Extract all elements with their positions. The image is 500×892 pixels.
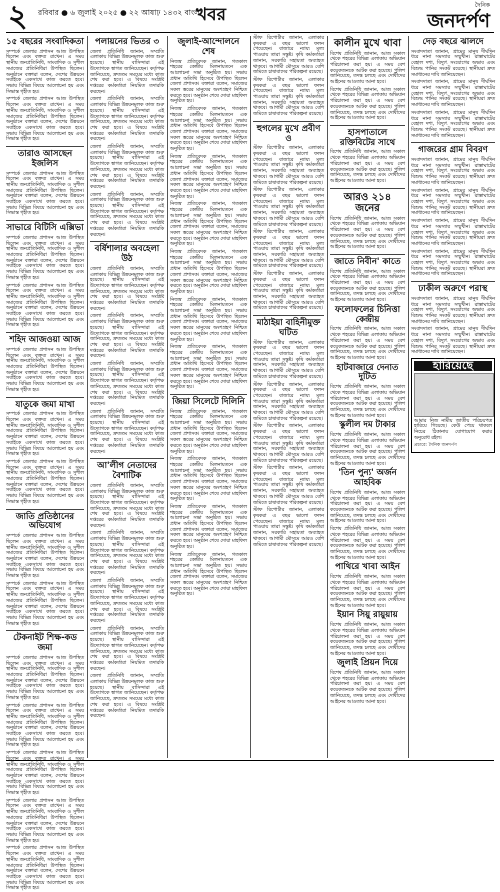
headline: জুলাই প্রিয়ন দিয়ে	[337, 658, 398, 669]
article-text: নিজস্ব প্রতিবেদক জানান, গতকাল শহরের কেন্দ্রীয় মিলনায়তনে এক আলোচনা সভা অনুষ্ঠিত হয়। সভায় প্রধান অতিথি হিসেবে উপস্থিত ছিলেন জেলা প্রশাসক। বক্তারা বলেন, সমাজের সকল স্তরের মানুষের অংশগ্রহণ নিশ্চিত করতে হবে। অনুষ্ঠান শেষে দোয়া মাহফিল অনুষ্ঠিত হয়।	[170, 250, 247, 295]
column-divider	[87, 36, 88, 758]
article-text: সম্পর্কে জেলার প্রশাসন আজ উপস্থিত ছিলেন এবং বক্তব্য রাখেন। এ সময় স্থানীয় জনপ্রতিনিধি, সাংবাদিক ও সুশীল সমাজের প্রতিনিধিরা উপস্থিত ছিলেন। অনুষ্ঠানে বক্তারা বলেন, দেশের উন্নয়নে সবাইকে একসাথে কাজ করতে হবে। সভায় বিভিন্ন বিষয়ে আলোচনা হয় এবং সিদ্ধান্ত গৃহীত হয়।	[6, 412, 84, 458]
headline: 'তিন পুন্য' অর্জন আহবিক	[338, 468, 397, 489]
column-divider	[327, 36, 328, 758]
article-text: বিশেষ প্রতিনিধি জানান, আজ সকাল থেকে শহরের বিভিন্ন এলাকায় অভিযান পরিচালনা করা হয়। এ সময় বেশ কয়েকজনকে আটক করা হয়েছে। পুলিশ জানিয়েছে, তদন্ত চলছে এবং দোষীদের আইনের আওতায় আনা হবে।	[330, 385, 405, 419]
article-text: সম্পর্কে জেলার প্রশাসন আজ উপস্থিত ছিলেন এবং বক্তব্য রাখেন। এ সময় স্থানীয় জনপ্রতিনিধি, সাংবাদিক ও সুশীল সমাজের প্রতিনিধিরা উপস্থিত ছিলেন। অনুষ্ঠানে বক্তারা বলেন, দেশের উন্নয়নে সবাইকে একসাথে কাজ করতে হবে। সভায় বিভিন্ন বিষয়ে আলোচনা হয় এবং সিদ্ধান্ত গৃহীত হয়।	[6, 49, 84, 95]
article-text: সম্পর্কে জেলার প্রশাসন আজ উপস্থিত ছিলেন এবং বক্তব্য রাখেন। এ সময় স্থানীয় জনপ্রতিনিধি, সাংবাদিক ও সুশীল সমাজের প্রতিনিধিরা উপস্থিত ছিলেন। অনুষ্ঠানে বক্তারা বলেন, দেশের উন্নয়নে সবাইকে একসাথে কাজ করতে হবে। সভায় বিভিন্ন বিষয়ে আলোচনা হয় এবং সিদ্ধান্ত গৃহীত হয়।	[6, 347, 84, 393]
article-text: স্টাফ রিপোর্টার জানান, এলাকার কৃষকরা এ বছর ভালো ফলন পেয়েছেন। বাজারে ন্যায্য মূল্য পাওয়ায় তারা সন্তুষ্ট। কৃষি কর্মকর্তারা জানান, সরকারি সহায়তা অব্যাহত থাকবে। আগামী মৌসুমে আরও বেশি জমিতে চাষাবাদের পরিকল্পনা রয়েছে।	[253, 424, 324, 464]
article-text: জেলা প্রতিনিধি জানান, সম্প্রতি এলাকায় বিভিন্ন উন্নয়নমূলক কাজ শুরু হয়েছে। স্থানীয় বাসিন্দারা এই উদ্যোগকে স্বাগত জানিয়েছেন। কর্তৃপক্ষ জানিয়েছে, দ্রুততম সময়ের মধ্যে কাজ শেষ করা হবে। এ বিষয়ে সংশ্লিষ্ট দপ্তরের কর্মকর্তারা নিয়মিত তদারকি করছেন।	[90, 49, 164, 95]
headline: হাসপাতালে রক্তিবিটের সাথে	[339, 127, 396, 148]
article-text: নিজস্ব প্রতিবেদক জানান, গতকাল শহরের কেন্দ্রীয় মিলনায়তনে এক আলোচনা সভা অনুষ্ঠিত হয়। সভায় প্রধান অতিথি হিসেবে উপস্থিত ছিলেন জেলা প্রশাসক। বক্তারা বলেন, সমাজের সকল স্তরের মানুষের অংশগ্রহণ নিশ্চিত করতে হবে। অনুষ্ঠান শেষে দোয়া মাহফিল অনুষ্ঠিত হয়।	[170, 59, 247, 105]
article-text: স্টাফ রিপোর্টার জানান, এলাকার কৃষকরা এ বছর ভালো ফলন পেয়েছেন। বাজারে ন্যায্য মূল্য পাওয়ায় তারা সন্তুষ্ট। কৃষি কর্মকর্তারা জানান, সরকারি সহায়তা অব্যাহত থাকবে। আগামী মৌসুমে আরও বেশি জমিতে চাষাবাদের পরিকল্পনা রয়েছে।	[253, 272, 324, 312]
article-text: স্টাফ রিপোর্টার জানান, এলাকার কৃষকরা এ বছর ভালো ফলন পেয়েছেন। বাজারে ন্যায্য মূল্য পাওয়ায় তারা সন্তুষ্ট। কৃষি কর্মকর্তারা জানান, সরকারি সহায়তা অব্যাহত থাকবে। আগামী মৌসুমে আরও বেশি জমিতে চাষাবাদের পরিকল্পনা রয়েছে।	[253, 188, 324, 228]
column-4	[253, 36, 324, 758]
divider	[253, 121, 324, 122]
article-text: সম্পর্কে জেলার প্রশাসন আজ উপস্থিত ছিলেন এবং বক্তব্য রাখেন। এ সময় স্থানীয় জনপ্রতিনিধি, সাংবাদিক ও সুশীল সমাজের প্রতিনিধিরা উপস্থিত ছিলেন। অনুষ্ঠানে বক্তারা বলেন, দেশের উন্নয়নে সবাইকে একসাথে কাজ করতে হবে। সভায় বিভিন্ন বিষয়ে আলোচনা হয় এবং সিদ্ধান্ত গৃহীত হয়।	[6, 655, 84, 701]
article-text: সংবাদদাতা জানান, গ্রামের মানুষ দীর্ঘদিন ধরে নানা সমস্যার সম্মুখীন। রাস্তাঘাটের বেহাল দশা, বিদ্যুৎ সংযোগের অভাব এবং বিশুদ্ধ পানির সংকট রয়েছে। স্থানীয়রা দ্রুত সমাধানের দাবি জানিয়েছেন।	[411, 49, 495, 78]
article-text: বিশেষ প্রতিনিধি জানান, আজ সকাল থেকে শহরের বিভিন্ন এলাকায় অভিযান পরিচালনা করা হয়। এ সময় বেশ কয়েকজনকে আটক করা হয়েছে। পুলিশ জানিয়েছে, তদন্ত চলছে এবং দোষীদের আইনের আওতায় আনা হবে।	[330, 51, 405, 86]
article-text: বিশেষ প্রতিনিধি জানান, আজ সকাল থেকে শহরের বিভিন্ন এলাকায় অভিযান পরিচালনা করা হয়। এ সময় বেশ কয়েকজনকে আটক করা হয়েছে। পুলিশ জানিয়েছে, তদন্ত চলছে এবং দোষীদের আইনের আওতায় আনা হবে।	[330, 527, 405, 561]
article-text: বিশেষ প্রতিনিধি জানান, আজ সকাল থেকে শহরের বিভিন্ন এলাকায় অভিযান পরিচালনা করা হয়। এ সময় বেশ কয়েকজনকে আটক করা হয়েছে। পুলিশ জানিয়েছে, তদন্ত চলছে এবং দোষীদের আইনের আওতায় আনা হবে।	[330, 269, 405, 304]
article-text: সম্পর্কে জেলার প্রশাসন আজ উপস্থিত ছিলেন এবং বক্তব্য রাখেন। এ সময় স্থানীয় জনপ্রতিনিধি, সাংবাদিক ও সুশীল সমাজের প্রতিনিধিরা উপস্থিত ছিলেন। অনুষ্ঠানে বক্তারা বলেন, দেশের উন্নয়নে সবাইকে একসাথে কাজ করতে হবে। সভায় বিভিন্ন বিষয়ে আলোচনা হয় এবং সিদ্ধান্ত গৃহীত হয়।	[6, 283, 84, 329]
headline: জিয়া সিলেটে দিলিনি	[172, 396, 245, 407]
divider	[330, 188, 405, 189]
article-text: সম্পর্কে জেলার প্রশাসন আজ উপস্থিত ছিলেন এবং বক্তব্য রাখেন। এ সময় স্থানীয় জনপ্রতিনিধি, সাংবাদিক ও সুশীল সমাজের প্রতিনিধিরা উপস্থিত ছিলেন। অনুষ্ঠানে বক্তারা বলেন, দেশের উন্নয়নে সবাইকে একসাথে কাজ করতে হবে। সভায় বিভিন্ন বিষয়ে আলোচনা হয় এবং সিদ্ধান্ত গৃহীত হয়।	[6, 703, 84, 749]
article-text: স্টাফ রিপোর্টার জানান, এলাকার কৃষকরা এ বছর ভালো ফলন পেয়েছেন। বাজারে ন্যায্য মূল্য পাওয়ায় তারা সন্তুষ্ট। কৃষি কর্মকর্তারা জানান, সরকারি সহায়তা অব্যাহত থাকবে। আগামী মৌসুমে আরও বেশি জমিতে চাষাবাদের পরিকল্পনা রয়েছে।	[253, 340, 324, 380]
article-text: স্টাফ রিপোর্টার জানান, এলাকার কৃষকরা এ বছর ভালো ফলন পেয়েছেন। বাজারে ন্যায্য মূল্য পাওয়ায় তারা সন্তুষ্ট। কৃষি কর্মকর্তারা জানান, সরকারি সহায়তা অব্যাহত থাকবে। আগামী মৌসুমে আরও বেশি জমিতে চাষাবাদের পরিকল্পনা রয়েছে।	[253, 382, 324, 422]
divider	[6, 146, 84, 147]
article-text: বিশেষ প্রতিনিধি জানান, আজ সকাল থেকে শহরের বিভিন্ন এলাকায় অভিযান পরিচালনা করা হয়। এ সময় বেশ কয়েকজনকে আটক করা হয়েছে। পুলিশ জানিয়েছে, তদন্ত চলছে এবং দোষীদের আইনের আওতায় আনা হবে।	[330, 490, 405, 525]
headline: পাথিরে খাবা আইন	[335, 562, 400, 573]
article-text: জেলা প্রতিনিধি জানান, সম্প্রতি এলাকায় বিভিন্ন উন্নয়নমূলক কাজ শুরু হয়েছে। স্থানীয় বাসিন্দারা এই উদ্যোগকে স্বাগত জানিয়েছেন। কর্তৃপক্ষ জানিয়েছে, দ্রুততম সময়ের মধ্যে কাজ শেষ করা হবে। এ বিষয়ে সংশ্লিষ্ট দপ্তরের কর্মকর্তারা নিয়মিত তদারকি করছেন।	[90, 483, 164, 529]
headline: ঢাকীল অরুণে পরাস্থ	[418, 284, 488, 295]
headline: হাটবাজারে দেনাত দুটিত	[336, 362, 399, 383]
article-text: সম্পর্কে জেলার প্রশাসন আজ উপস্থিত ছিলেন এবং বক্তব্য রাখেন। এ সময় স্থানীয় জনপ্রতিনিধি, সাংবাদিক ও সুশীল সমাজের প্রতিনিধিরা উপস্থিত ছিলেন। অনুষ্ঠানে বক্তারা বলেন, দেশের উন্নয়নে সবাইকে একসাথে কাজ করতে হবে। সভায় বিভিন্ন বিষয়ে আলোচনা হয় এবং সিদ্ধান্ত গৃহীত হয়।	[6, 798, 84, 844]
headline: ফলোফলের চিনিত্তা কেন্দ্রীয়	[334, 304, 401, 325]
article-text: বিশেষ প্রতিনিধি জানান, আজ সকাল থেকে শহরের বিভিন্ন এলাকায় অভিযান পরিচালনা করা হয়। এ সময় বেশ কয়েকজনকে আটক করা হয়েছে। পুলিশ জানিয়েছে, তদন্ত চলছে এবং দোষীদের আইনের আওতায় আনা হবে।	[330, 433, 405, 467]
divider	[330, 125, 405, 126]
column-1	[6, 36, 84, 892]
lost-notice-footer: প্রচারে: দৈনিক জনদর্পণ	[414, 443, 457, 449]
section-title: খবর	[196, 5, 226, 25]
divider	[90, 241, 164, 242]
column-3	[170, 36, 247, 758]
headline: বর্ষিশালার অবহেলা উঠ	[94, 244, 160, 265]
divider	[6, 332, 84, 333]
logo-prefix: দৈনিক	[474, 2, 490, 9]
headline: টেকনাইট শিক্ষ-কড জমা	[13, 633, 77, 654]
article-text: নিজস্ব প্রতিবেদক জানান, গতকাল শহরের কেন্দ্রীয় মিলনায়তনে এক আলোচনা সভা অনুষ্ঠিত হয়। সভায় প্রধান অতিথি হিসেবে উপস্থিত ছিলেন জেলা প্রশাসক। বক্তারা বলেন, সমাজের সকল স্তরের মানুষের অংশগ্রহণ নিশ্চিত করতে হবে। অনুষ্ঠান শেষে দোয়া মাহফিল অনুষ্ঠিত হয়।	[170, 409, 247, 455]
column-divider	[167, 36, 168, 758]
column-2	[90, 36, 164, 758]
article-text: নিজস্ব প্রতিবেদক জানান, গতকাল শহরের কেন্দ্রীয় মিলনায়তনে এক আলোচনা সভা অনুষ্ঠিত হয়। সভায় প্রধান অতিথি হিসেবে উপস্থিত ছিলেন জেলা প্রশাসক। বক্তারা বলেন, সমাজের সকল স্তরের মানুষের অংশগ্রহণ নিশ্চিত করতে হবে। অনুষ্ঠান শেষে দোয়া মাহফিল অনুষ্ঠিত হয়।	[170, 107, 247, 153]
page-number: ২	[8, 0, 28, 34]
headline: আরও ২১৪ জনের	[343, 191, 392, 215]
article-text: সম্পর্কে জেলার প্রশাসন আজ উপস্থিত ছিলেন এবং বক্তব্য রাখেন। এ সময় স্থানীয় জনপ্রতিনিধি, সাংবাদিক ও সুশীল সমাজের প্রতিনিধিরা উপস্থিত ছিলেন। অনুষ্ঠানে বক্তারা বলেন, দেশের উন্নয়নে সবাইকে একসাথে কাজ করতে হবে। সভায় বিভিন্ন বিষয়ে আলোচনা হয় এবং সিদ্ধান্ত গৃহীত হয়।	[6, 846, 84, 892]
article-text: সম্পর্কে জেলার প্রশাসন আজ উপস্থিত ছিলেন এবং বক্তব্য রাখেন। এ সময় স্থানীয় জনপ্রতিনিধি, সাংবাদিক ও সুশীল সমাজের প্রতিনিধিরা উপস্থিত ছিলেন। অনুষ্ঠানে বক্তারা বলেন, দেশের উন্নয়নে সবাইকে একসাথে কাজ করতে হবে। সভায় বিভিন্ন বিষয়ে আলোচনা হয় এবং সিদ্ধান্ত গৃহীত হয়।	[6, 459, 84, 505]
article-text: জেলা প্রতিনিধি জানান, সম্প্রতি এলাকায় বিভিন্ন উন্নয়নমূলক কাজ শুরু হয়েছে। স্থানীয় বাসিন্দারা এই উদ্যোগকে স্বাগত জানিয়েছেন। কর্তৃপক্ষ জানিয়েছে, দ্রুততম সময়ের মধ্যে কাজ শেষ করা হবে। এ বিষয়ে সংশ্লিষ্ট দপ্তরের কর্মকর্তারা নিয়মিত তদারকি করছেন।	[90, 626, 164, 672]
article-text: বিশেষ প্রতিনিধি জানান, আজ সকাল থেকে শহরের বিভিন্ন এলাকায় অভিযান পরিচালনা করা হয়। এ সময় বেশ কয়েকজনকে আটক করা হয়েছে। পুলিশ জানিয়েছে, তদন্ত চলছে এবং দোষীদের আইনের আওতায় আনা হবে।	[330, 623, 405, 657]
article-text: জেলা প্রতিনিধি জানান, সম্প্রতি এলাকায় বিভিন্ন উন্নয়নমূলক কাজ শুরু হয়েছে। স্থানীয় বাসিন্দারা এই উদ্যোগকে স্বাগত জানিয়েছেন। কর্তৃপক্ষ জানিয়েছে, দ্রুততম সময়ের মধ্যে কাজ শেষ করা হবে। এ বিষয়ে সংশ্লিষ্ট দপ্তরের কর্মকর্তারা নিয়মিত তদারকি করছেন।	[90, 579, 164, 624]
article-text: বিশেষ প্রতিনিধি জানান, আজ সকাল থেকে শহরের বিভিন্ন এলাকায় অভিযান পরিচালনা করা হয়। এ সময় বেশ কয়েকজনকে আটক করা হয়েছে। পুলিশ জানিয়েছে, তদন্ত চলছে এবং দোষীদের আইনের আওতায় আনা হবে।	[330, 216, 405, 251]
article-text: স্টাফ রিপোর্টার জানান, এলাকার কৃষকরা এ বছর ভালো ফলন পেয়েছেন। বাজারে ন্যায্য মূল্য পাওয়ায় তারা সন্তুষ্ট। কৃষি কর্মকর্তারা জানান, সরকারি সহায়তা অব্যাহত থাকবে। আগামী মৌসুমে আরও বেশি জমিতে চাষাবাদের পরিকল্পনা রয়েছে।	[253, 77, 324, 118]
article-text: নিজস্ব প্রতিবেদক জানান, গতকাল শহরের কেন্দ্রীয় মিলনায়তনে এক আলোচনা সভা অনুষ্ঠিত হয়। সভায় প্রধান অতিথি হিসেবে উপস্থিত ছিলেন জেলা প্রশাসক। বক্তারা বলেন, সমাজের সকল স্তরের মানুষের অংশগ্রহণ নিশ্চিত করতে হবে। অনুষ্ঠান শেষে দোয়া মাহফিল অনুষ্ঠিত হয়।	[170, 297, 247, 343]
article-text: নিজস্ব প্রতিবেদক জানান, গতকাল শহরের কেন্দ্রীয় মিলনায়তনে এক আলোচনা সভা অনুষ্ঠিত হয়। সভায় প্রধান অতিথি হিসেবে উপস্থিত ছিলেন জেলা প্রশাসক। বক্তারা বলেন, সমাজের সকল স্তরের মানুষের অংশগ্রহণ নিশ্চিত করতে হবে। অনুষ্ঠান শেষে দোয়া মাহফিল অনুষ্ঠিত হয়।	[170, 552, 247, 598]
article-text: সংবাদদাতা জানান, গ্রামের মানুষ দীর্ঘদিন ধরে নানা সমস্যার সম্মুখীন। রাস্তাঘাটের বেহাল দশা, বিদ্যুৎ সংযোগের অভাব এবং বিশুদ্ধ পানির সংকট রয়েছে। স্থানীয়রা দ্রুত সমাধানের দাবি জানিয়েছেন।	[411, 296, 495, 325]
divider	[6, 220, 84, 221]
article-text: নিজস্ব প্রতিবেদক জানান, গতকাল শহরের কেন্দ্রীয় মিলনায়তনে এক আলোচনা সভা অনুষ্ঠিত হয়। সভায় প্রধান অতিথি হিসেবে উপস্থিত ছিলেন জেলা প্রশাসক। বক্তারা বলেন, সমাজের সকল স্তরের মানুষের অংশগ্রহণ নিশ্চিত করতে হবে। অনুষ্ঠান শেষে দোয়া মাহফিল অনুষ্ঠিত হয়।	[170, 457, 247, 503]
divider	[411, 281, 495, 282]
article-text: সংবাদদাতা জানান, গ্রামের মানুষ দীর্ঘদিন ধরে নানা সমস্যার সম্মুখীন। রাস্তাঘাটের বেহাল দশা, বিদ্যুৎ সংযোগের অভাব এবং বিশুদ্ধ পানির সংকট রয়েছে। স্থানীয়রা দ্রুত সমাধানের দাবি জানিয়েছেন।	[411, 80, 495, 109]
divider	[170, 394, 247, 395]
article-text: জেলা প্রতিনিধি জানান, সম্প্রতি এলাকায় বিভিন্ন উন্নয়নমূলক কাজ শুরু হয়েছে। স্থানীয় বাসিন্দারা এই উদ্যোগকে স্বাগত জানিয়েছেন। কর্তৃপক্ষ জানিয়েছে, দ্রুততম সময়ের মধ্যে কাজ শেষ করা হবে। এ বিষয়ে সংশ্লিষ্ট দপ্তরের কর্মকর্তারা নিয়মিত তদারকি করছেন।	[90, 145, 164, 190]
logo-name: জনদর্পণ	[427, 10, 490, 32]
article-text: সংবাদদাতা জানান, গ্রামের মানুষ দীর্ঘদিন ধরে নানা সমস্যার সম্মুখীন। রাস্তাঘাটের বেহাল দশা, বিদ্যুৎ সংযোগের অভাব এবং বিশুদ্ধ পানির সংকট রয়েছে। স্থানীয়রা দ্রুত সমাধানের দাবি জানিয়েছেন।	[411, 219, 495, 247]
article-text: বিশেষ প্রতিনিধি জানান, আজ সকাল থেকে শহরের বিভিন্ন এলাকায় অভিযান পরিচালনা করা হয়। এ সময় বেশ কয়েকজনকে আটক করা হয়েছে। পুলিশ জানিয়েছে, তদন্ত চলছে এবং দোষীদের আইনের আওতায় আনা হবে।	[330, 87, 405, 122]
article-text: জেলা প্রতিনিধি জানান, সম্প্রতি এলাকায় বিভিন্ন উন্নয়নমূলক কাজ শুরু হয়েছে। স্থানীয় বাসিন্দারা এই উদ্যোগকে স্বাগত জানিয়েছেন। কর্তৃপক্ষ জানিয়েছে, দ্রুততম সময়ের মধ্যে কাজ শেষ করা হবে। এ বিষয়ে সংশ্লিষ্ট দপ্তরের কর্মকর্তারা নিয়মিত তদারকি করছেন।	[90, 314, 164, 360]
article-text: নিজস্ব প্রতিবেদক জানান, গতকাল শহরের কেন্দ্রীয় মিলনায়তনে এক আলোচনা সভা অনুষ্ঠিত হয়। সভায় প্রধান অতিথি হিসেবে উপস্থিত ছিলেন জেলা প্রশাসক। বক্তারা বলেন, সমাজের সকল স্তরের মানুষের অংশগ্রহণ নিশ্চিত করতে হবে। অনুষ্ঠান শেষে দোয়া মাহফিল অনুষ্ঠিত হয়।	[170, 345, 247, 391]
article-text: সংবাদদাতা জানান, গ্রামের মানুষ দীর্ঘদিন ধরে নানা সমস্যার সম্মুখীন। রাস্তাঘাটের বেহাল দশা, বিদ্যুৎ সংযোগের অভাব এবং বিশুদ্ধ পানির সংকট রয়েছে। স্থানীয়রা দ্রুত সমাধানের দাবি জানিয়েছেন।	[411, 158, 495, 186]
article-text: স্টাফ রিপোর্টার জানান, এলাকার কৃষকরা এ বছর ভালো ফলন পেয়েছেন। বাজারে ন্যায্য মূল্য পাওয়ায় তারা সন্তুষ্ট। কৃষি কর্মকর্তারা জানান, সরকারি সহায়তা অব্যাহত থাকবে। আগামী মৌসুমে আরও বেশি জমিতে চাষাবাদের পরিকল্পনা রয়েছে।	[253, 230, 324, 270]
newspaper-logo	[427, 0, 490, 31]
article-text: জেলা প্রতিনিধি জানান, সম্প্রতি এলাকায় বিভিন্ন উন্নয়নমূলক কাজ শুরু হয়েছে। স্থানীয় বাসিন্দারা এই উদ্যোগকে স্বাগত জানিয়েছেন। কর্তৃপক্ষ জানিয়েছে, দ্রুততম সময়ের মধ্যে কাজ শেষ করা হবে। এ বিষয়ে সংশ্লিষ্ট দপ্তরের কর্মকর্তারা নিয়মিত তদারকি করছেন।	[90, 362, 164, 407]
notice-photo	[414, 373, 494, 417]
masthead-rule	[6, 32, 494, 33]
headline: ১৫ বছরের সংবাদিকতা	[6, 37, 84, 47]
article-text: নিজস্ব প্রতিবেদক জানান, গতকাল শহরের কেন্দ্রীয় মিলনায়তনে এক আলোচনা সভা অনুষ্ঠিত হয়। সভায় প্রধান অতিথি হিসেবে উপস্থিত ছিলেন জেলা প্রশাসক। বক্তারা বলেন, সমাজের সকল স্তরের মানুষের অংশগ্রহণ নিশ্চিত করতে হবে। অনুষ্ঠান শেষে দোয়া মাহফিল অনুষ্ঠিত হয়।	[170, 202, 247, 248]
divider	[253, 315, 324, 316]
divider	[6, 397, 84, 398]
article-text: স্টাফ রিপোর্টার জানান, এলাকার কৃষকরা এ বছর ভালো ফলন পেয়েছেন। বাজারে ন্যায্য মূল্য পাওয়ায় তারা সন্তুষ্ট। কৃষি কর্মকর্তারা জানান, সরকারি সহায়তা অব্যাহত থাকবে। আগামী মৌসুমে আরও বেশি জমিতে চাষাবাদের পরিকল্পনা রয়েছে।	[253, 508, 324, 548]
headline: কালীন মুখে থাবা	[333, 38, 402, 49]
article-text: সংবাদদাতা জানান, গ্রামের মানুষ দীর্ঘদিন ধরে নানা সমস্যার সম্মুখীন। রাস্তাঘাটের বেহাল দশা, বিদ্যুৎ সংযোগের অভাব এবং বিশুদ্ধ পানির সংকট রয়েছে। স্থানীয়রা দ্রুত সমাধানের দাবি জানিয়েছেন।	[411, 110, 495, 139]
headline: তারাও আসছেন ইজলিস	[17, 149, 73, 169]
article-text: বিশেষ প্রতিনিধি জানান, আজ সকাল থেকে শহরের বিভিন্ন এলাকায় অভিযান পরিচালনা করা হয়। এ সময় বেশ কয়েকজনকে আটক করা হয়েছে। পুলিশ জানিয়েছে, তদন্ত চলছে এবং দোষীদের আইনের আওতায় আনা হবে।	[330, 575, 405, 609]
column-6	[411, 36, 495, 758]
article-text: সংবাদদাতা জানান, গ্রামের মানুষ দীর্ঘদিন ধরে নানা সমস্যার সম্মুখীন। রাস্তাঘাটের বেহাল দশা, বিদ্যুৎ সংযোগের অভাব এবং বিশুদ্ধ পানির সংকট রয়েছে। স্থানীয়রা দ্রুত সমাধানের দাবি জানিয়েছেন।	[411, 327, 495, 356]
column-divider	[250, 36, 251, 758]
article-text: সংবাদদাতা জানান, গ্রামের মানুষ দীর্ঘদিন ধরে নানা সমস্যার সম্মুখীন। রাস্তাঘাটের বেহাল দশা, বিদ্যুৎ সংযোগের অভাব এবং বিশুদ্ধ পানির সংকট রয়েছে। স্থানীয়রা দ্রুত সমাধানের দাবি জানিয়েছেন।	[411, 249, 495, 278]
article-text: বিশেষ প্রতিনিধি জানান, আজ সকাল থেকে শহরের বিভিন্ন এলাকায় অভিযান পরিচালনা করা হয়। এ সময় বেশ কয়েকজনকে আটক করা হয়েছে। পুলিশ জানিয়েছে, তদন্ত চলছে এবং দোষীদের আইনের আওতায় আনা হবে।	[330, 327, 405, 361]
headline: শহিদ আজওয়া আজ	[9, 335, 81, 346]
divider	[411, 142, 495, 143]
article-text: সম্পর্কে জেলার প্রশাসন আজ উপস্থিত ছিলেন এবং বক্তব্য রাখেন। এ সময় স্থানীয় জনপ্রতিনিধি, সাংবাদিক ও সুশীল সমাজের প্রতিনিধিরা উপস্থিত ছিলেন। অনুষ্ঠানে বক্তারা বলেন, দেশের উন্নয়নে সবাইকে একসাথে কাজ করতে হবে। সভায় বিভিন্ন বিষয়ে আলোচনা হয় এবং সিদ্ধান্ত গৃহীত হয়।	[6, 581, 84, 627]
divider	[330, 254, 405, 255]
headline: স্কুলীল দম টাকার	[339, 420, 396, 431]
article-text: সম্পর্কে জেলার প্রশাসন আজ উপস্থিত ছিলেন এবং বক্তব্য রাখেন। এ সময় স্থানীয় জনপ্রতিনিধি, সাংবাদিক ও সুশীল সমাজের প্রতিনিধিরা উপস্থিত ছিলেন। অনুষ্ঠানে বক্তারা বলেন, দেশের উন্নয়নে সবাইকে একসাথে কাজ করতে হবে। সভায় বিভিন্ন বিষয়ে আলোচনা হয় এবং সিদ্ধান্ত গৃহীত হয়।	[6, 235, 84, 281]
article-text: স্টাফ রিপোর্টার জানান, এলাকার কৃষকরা এ বছর ভালো ফলন পেয়েছেন। বাজারে ন্যায্য মূল্য পাওয়ায় তারা সন্তুষ্ট। কৃষি কর্মকর্তারা জানান, সরকারি সহায়তা অব্যাহত থাকবে। আগামী মৌসুমে আরও বেশি জমিতে চাষাবাদের পরিকল্পনা রয়েছে।	[253, 146, 324, 186]
article-text: জেলা প্রতিনিধি জানান, সম্প্রতি এলাকায় বিভিন্ন উন্নয়নমূলক কাজ শুরু হয়েছে। স্থানীয় বাসিন্দারা এই উদ্যোগকে স্বাগত জানিয়েছেন। কর্তৃপক্ষ জানিয়েছে, দ্রুততম সময়ের মধ্যে কাজ শেষ করা হবে। এ বিষয়ে সংশ্লিষ্ট দপ্তরের কর্মকর্তারা নিয়মিত তদারকি করছেন।	[90, 192, 164, 238]
headline: গাজরের গ্রাম বিবরণ	[418, 145, 488, 156]
headline: জুলাই-আন্দোলনে শেষ	[177, 37, 240, 57]
divider	[6, 630, 84, 631]
headline: জাতে নিবীন' কাতে	[334, 256, 401, 267]
headline: আ'লীগ নেতাদের বৈশাটিক	[97, 461, 157, 482]
headline: যাতুকে জমা মাখা	[15, 399, 75, 410]
lost-notice-box	[411, 358, 495, 453]
divider	[90, 458, 164, 459]
headline: ইয়ান সিয়ু রায়ুয়ায়	[337, 610, 398, 621]
lost-notice-text: আমার নিজ নামীয় জাতীয় পরিচয়পত্র হারিয়ে গিয়েছে। কেউ পেয়ে থাকলে নিচের ঠিকানায় যোগাযোগ করার অনুরোধ রইল।	[414, 418, 492, 441]
article-text: সম্পর্কে জেলার প্রশাসন আজ উপস্থিত ছিলেন এবং বক্তব্য রাখেন। এ সময় স্থানীয় জনপ্রতিনিধি, সাংবাদিক ও সুশীল সমাজের প্রতিনিধিরা উপস্থিত ছিলেন। অনুষ্ঠানে বক্তারা বলেন, দেশের উন্নয়নে সবাইকে একসাথে কাজ করতে হবে। সভায় বিভিন্ন বিষয়ে আলোচনা হয় এবং সিদ্ধান্ত গৃহীত হয়।	[6, 97, 84, 143]
column-5	[330, 36, 405, 758]
article-text: জেলা প্রতিনিধি জানান, সম্প্রতি এলাকায় বিভিন্ন উন্নয়নমূলক কাজ শুরু হয়েছে। স্থানীয় বাসিন্দারা এই উদ্যোগকে স্বাগত জানিয়েছেন। কর্তৃপক্ষ জানিয়েছে, দ্রুততম সময়ের মধ্যে কাজ শেষ করা হবে। এ বিষয়ে সংশ্লিষ্ট দপ্তরের কর্মকর্তারা নিয়মিত তদারকি করছেন।	[90, 97, 164, 143]
article-text: জেলা প্রতিনিধি জানান, সম্প্রতি এলাকায় বিভিন্ন উন্নয়নমূলক কাজ শুরু হয়েছে। স্থানীয় বাসিন্দারা এই উদ্যোগকে স্বাগত জানিয়েছেন। কর্তৃপক্ষ জানিয়েছে, দ্রুততম সময়ের মধ্যে কাজ শেষ করা হবে। এ বিষয়ে সংশ্লিষ্ট দপ্তরের কর্মকর্তারা নিয়মিত তদারকি করছেন।	[90, 266, 164, 312]
article-text: বিশেষ প্রতিনিধি জানান, আজ সকাল থেকে শহরের বিভিন্ন এলাকায় অভিযান পরিচালনা করা হয়। এ সময় বেশ কয়েকজনকে আটক করা হয়েছে। পুলিশ জানিয়েছে, তদন্ত চলছে এবং দোষীদের আইনের আওতায় আনা হবে।	[330, 150, 405, 184]
article-text: নিজস্ব প্রতিবেদক জানান, গতকাল শহরের কেন্দ্রীয় মিলনায়তনে এক আলোচনা সভা অনুষ্ঠিত হয়। সভায় প্রধান অতিথি হিসেবে উপস্থিত ছিলেন জেলা প্রশাসক। বক্তারা বলেন, সমাজের সকল স্তরের মানুষের অংশগ্রহণ নিশ্চিত করতে হবে। অনুষ্ঠান শেষে দোয়া মাহফিল অনুষ্ঠিত হয়।	[170, 504, 247, 550]
headline: দেড় বছরে ঝালদে	[422, 37, 484, 47]
headline: জাতি প্রতিষ্ঠানের অভিযোগ	[15, 511, 75, 532]
article-text: সম্পর্কে জেলার প্রশাসন আজ উপস্থিত ছিলেন এবং বক্তব্য রাখেন। এ সময় স্থানীয় জনপ্রতিনিধি, সাংবাদিক ও সুশীল সমাজের প্রতিনিধিরা উপস্থিত ছিলেন। অনুষ্ঠানে বক্তারা বলেন, দেশের উন্নয়নে সবাইকে একসাথে কাজ করতে হবে। সভায় বিভিন্ন বিষয়ে আলোচনা হয় এবং সিদ্ধান্ত গৃহীত হয়।	[6, 534, 84, 580]
lost-notice-title: হারিয়েছে	[414, 361, 492, 371]
divider	[6, 509, 84, 510]
headline: পলায়নের ভিতর ৩	[94, 37, 159, 47]
article-text: স্টাফ রিপোর্টার জানান, এলাকার কৃষকরা এ বছর ভালো ফলন পেয়েছেন। বাজারে ন্যায্য মূল্য পাওয়ায় তারা সন্তুষ্ট। কৃষি কর্মকর্তারা জানান, সরকারি সহায়তা অব্যাহত থাকবে। আগামী মৌসুমে আরও বেশি জমিতে চাষাবাদের পরিকল্পনা রয়েছে।	[253, 36, 324, 76]
article-text: সম্পর্কে জেলার প্রশাসন আজ উপস্থিত ছিলেন এবং বক্তব্য রাখেন। এ সময় স্থানীয় জনপ্রতিনিধি, সাংবাদিক ও সুশীল সমাজের প্রতিনিধিরা উপস্থিত ছিলেন। অনুষ্ঠানে বক্তারা বলেন, দেশের উন্নয়নে সবাইকে একসাথে কাজ করতে হবে। সভায় বিভিন্ন বিষয়ে আলোচনা হয় এবং সিদ্ধান্ত গৃহীত হয়।	[6, 171, 84, 217]
article-text: বিশেষ প্রতিনিধি জানান, আজ সকাল থেকে শহরের বিভিন্ন এলাকায় অভিযান পরিচালনা করা হয়। এ সময় বেশ কয়েকজনকে আটক করা হয়েছে। পুলিশ জানিয়েছে, তদন্ত চলছে এবং দোষীদের আইনের আওতায় আনা হবে।	[330, 671, 405, 705]
dateline: রবিবার ● ৬ জুলাই ২০২৫ ● ২২ আষাঢ় ১৪৩২ বাংলা	[38, 8, 202, 17]
column-divider	[408, 36, 409, 758]
article-text: স্টাফ রিপোর্টার জানান, এলাকার কৃষকরা এ বছর ভালো ফলন পেয়েছেন। বাজারে ন্যায্য মূল্য পাওয়ায় তারা সন্তুষ্ট। কৃষি কর্মকর্তারা জানান, সরকারি সহায়তা অব্যাহত থাকবে। আগামী মৌসুমে আরও বেশি জমিতে চাষাবাদের পরিকল্পনা রয়েছে।	[253, 466, 324, 506]
article-text: জেলা প্রতিনিধি জানান, সম্প্রতি এলাকায় বিভিন্ন উন্নয়নমূলক কাজ শুরু হয়েছে। স্থানীয় বাসিন্দারা এই উদ্যোগকে স্বাগত জানিয়েছেন। কর্তৃপক্ষ জানিয়েছে, দ্রুততম সময়ের মধ্যে কাজ শেষ করা হবে। এ বিষয়ে সংশ্লিষ্ট দপ্তরের কর্মকর্তারা নিয়মিত তদারকি করছেন।	[90, 674, 164, 720]
article-text: জেলা প্রতিনিধি জানান, সম্প্রতি এলাকায় বিভিন্ন উন্নয়নমূলক কাজ শুরু হয়েছে। স্থানীয় বাসিন্দারা এই উদ্যোগকে স্বাগত জানিয়েছেন। কর্তৃপক্ষ জানিয়েছে, দ্রুততম সময়ের মধ্যে কাজ শেষ করা হবে। এ বিষয়ে সংশ্লিষ্ট দপ্তরের কর্মকর্তারা নিয়মিত তদারকি করছেন।	[90, 531, 164, 577]
headline: মাঠাইয়া বাহিনীমুক্ত ঘটিত	[256, 318, 321, 338]
headline: সাভারে বিটিসি এক্সিভা	[6, 223, 84, 234]
headline: হুগলের মুখে প্রবীণ ও	[256, 123, 321, 144]
masthead	[0, 0, 500, 32]
article-text: সংবাদদাতা জানান, গ্রামের মানুষ দীর্ঘদিন ধরে নানা সমস্যার সম্মুখীন। রাস্তাঘাটের বেহাল দশা, বিদ্যুৎ সংযোগের অভাব এবং বিশুদ্ধ পানির সংকট রয়েছে। স্থানীয়রা দ্রুত সমাধানের দাবি জানিয়েছেন।	[411, 188, 495, 217]
article-text: সম্পর্কে জেলার প্রশাসন আজ উপস্থিত ছিলেন এবং বক্তব্য রাখেন। এ সময় স্থানীয় জনপ্রতিনিধি, সাংবাদিক ও সুশীল সমাজের প্রতিনিধিরা উপস্থিত ছিলেন। অনুষ্ঠানে বক্তারা বলেন, দেশের উন্নয়নে সবাইকে একসাথে কাজ করতে হবে। সভায় বিভিন্ন বিষয়ে আলোচনা হয় এবং সিদ্ধান্ত গৃহীত হয়।	[6, 751, 84, 797]
article-text: জেলা প্রতিনিধি জানান, সম্প্রতি এলাকায় বিভিন্ন উন্নয়নমূলক কাজ শুরু হয়েছে। স্থানীয় বাসিন্দারা এই উদ্যোগকে স্বাগত জানিয়েছেন। কর্তৃপক্ষ জানিয়েছে, দ্রুততম সময়ের মধ্যে কাজ শেষ করা হবে। এ বিষয়ে সংশ্লিষ্ট দপ্তরের কর্মকর্তারা নিয়মিত তদারকি করছেন।	[90, 409, 164, 455]
article-text: নিজস্ব প্রতিবেদক জানান, গতকাল শহরের কেন্দ্রীয় মিলনায়তনে এক আলোচনা সভা অনুষ্ঠিত হয়। সভায় প্রধান অতিথি হিসেবে উপস্থিত ছিলেন জেলা প্রশাসক। বক্তারা বলেন, সমাজের সকল স্তরের মানুষের অংশগ্রহণ নিশ্চিত করতে হবে। অনুষ্ঠান শেষে দোয়া মাহফিল অনুষ্ঠিত হয়।	[170, 154, 247, 200]
